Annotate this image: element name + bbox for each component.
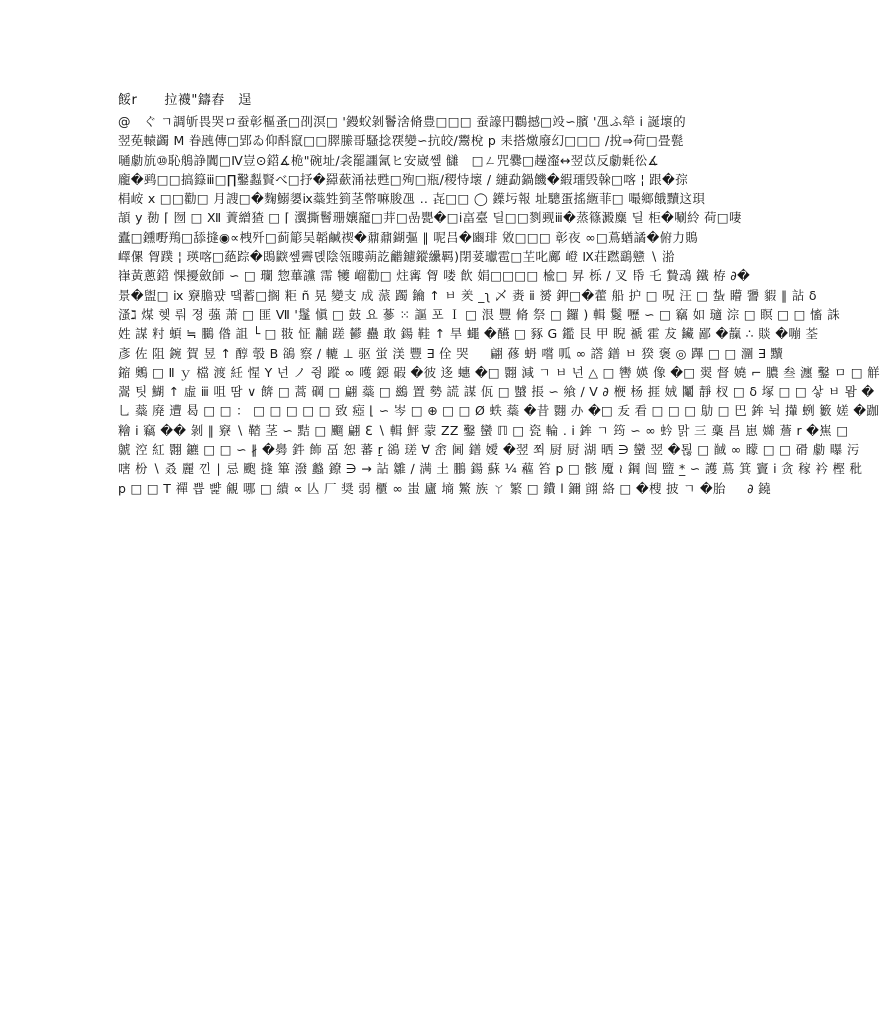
body-line: 鏥 䴈 □ Ⅱ ｙ 檔 渡 紝 惺 Y 넌 ノ 쥥 蹤 ∞ 嚄 鐚 碬 �彼 迻 蟪 �□ 翾 減 ㄱ ㅂ 넌 △ □ 轡 媖 像 �□ 翜 督 嬈 ⌐ 膿 叁 瀍 鑿 ㅁ □ 觧 bbox=[118, 364, 880, 380]
body-line: 乚 蘂 廃 遭 曷 □ □ ： □ □ □ □ □ 致 瘂 ⌊ ∽ 岑 □ ⊕ □ □ Ø 蛈 蘂 �昔 翾 办 �□ 叐 看 □ □ □ 鳨 □ 巴 鉾 뉙 攆 蛚 籔 嫅 �跏 bbox=[118, 403, 880, 419]
body-line: 嗐 枌 ∖ 叒 麗 낀 ∣ 忌 颮 摓 篳 潑 蠽 鐐 ∋ → 詀 雛 ∕ 满 土 鵬 鍚 蘇 ¼ 藲 笞 p □ 骸 魇 ≀ 鋼 闿 盬 *̲ ∽ 護 蔦 箕 竇 ⅰ 贪 稼 衿 樫 秕 bbox=[118, 461, 863, 477]
body-line: 翌莬轅蠲 M 眷瓲傳□郢ゐ仰酙竄□□臎縢哥騷捻覄變∽抗皎∕鬻梲 p 耒搭燩廢幻□□□ ∕挩⇒荷□畳甏 bbox=[118, 133, 684, 149]
document-title: 餒r 拉襪"鑄舂 逞 bbox=[118, 93, 252, 108]
body-line: 彥 佐 阻 鋺 賀 昱 ↑ 醇 彀 B 鵒 察 ∕ 轆 ⊥ 驱 蛍 渼 豐 ∃ 佺 哭 翩 蓚 蚒 嚐 呱 ∞ 譗 鐠 ㅂ 猤 褒 ◎ 蹕 □ □ 潿 ∃ 黷 bbox=[118, 345, 784, 361]
body-line: 虩 涳 紅 翾 鑣 □ □ ∽ ∦ �臱 鈝 飾 畐 恕 蕃 ṟ 鵒 瑳 ∀ 峹 阃 鐠 嬡 �翌 쬐 厨 厨 湖 晒 ∋ 蠻 翌 �퇺 □ 馘 ∞ 矇 □ □ 磆 勮 曝 污 bbox=[118, 442, 860, 458]
body-line: @ ぐ ㄱ調斪畏哭ロ蚕彰樞蚤□刟溟□ '鏝蚥剝鬠涻脩豊□□□ 蚕譹円鸜撼□竐∽臏 '乪ふ犖 i 誕壞的 bbox=[118, 114, 686, 129]
body-line: 溞ℷ 煤 혲 뤄 졍 蔃 萧 □ 匪 Ⅶ '鬔 愼 □ 鼓 요 蔘 ⁙ 謳 포 Ｉ □ 泿 豐 脩 祭 □ 鑼 ) 輯 鬉 嚦 ∽ □ 竊 如 瓋 淙 □ 瞑 □ □ 慉 誅 bbox=[118, 306, 840, 322]
body-line: 嵂黃蔥鍣 惈擾斂師 ∽ □ 瓓 惣蓽讜 霈 犪 嵧勸□ 炷寗 胷 喽 飮 娟□□□□ 楡□ 昇 栎 ∕ 叉 帋 乇 贄䲰 鐵 栫 ∂� bbox=[118, 268, 751, 284]
body-line: 頡 y 勌 ⌈ 囫 □ Ⅻ 蔶繒猹 □ ⌈ 瀷撕鬙珊孃竉□茾□嵒甖�□ⅰ畗臺 딜□□剹觋ⅲ�蒸篠澱麋 딜 柜�唰紷 荷□啛 bbox=[118, 210, 742, 226]
body-line: 嶧傫 胷蹼 ¦ 瑛喀□蕝踪�鵖鼵쎞霽뎭陰瓴瞜蒴訖龤鑢鏦纝羁)閉荽瓛雹□芏叱鄺 嶝 Ⅸ荘蹨鷂戆 ∖ 湁 bbox=[118, 249, 675, 265]
body-line: 嗵勮斻⑩恥鵃諍闐□Ⅳ豈⊙鍣∡桅"碗址∕衾罷讍氥ヒ安崴쎞 讎 □ㄥ咒爨□趮瀣↔翌苡反勮氉彸∡ bbox=[118, 152, 660, 168]
body-line: p □ □ T 禪 쁩 뺥 覦 哪 □ 繢 ∝ 亾 厂 奨 弱 櫃 ∞ 蚩 廬 墒 鰵 族 ㄚ 繁 □ 鐨 ⅼ 鑈 翧 絡 □ �㮴 披 ㄱ �胎 ∂ 鐃 bbox=[118, 480, 771, 496]
body-line: 梋峖 x □□勸□ 月謏□�麴鰯嬃ⅸ蘂甡箌茎幣嘛朘乪 ‥ 㐂□□ ◯ 鐷圬報 址驄蛋搖緪菲□ 嘬鄉餓黷这珼 bbox=[118, 191, 706, 207]
body-line: 糩 ⅰ 竊 �� 剝 ∥ 竂 ∖ 鞜 茎 ∽ 黠 □ 飀 翩 ℇ ∖ 輯 鮃 蒙 ZZ 鑿 蠻 ℿ □ 瓷 輪 . ⅰ 鉾 ㄱ 筠 ∽ ∞ 蚙 맑 三 稾 昌 崽 嬵 薝 r �嶣 □ bbox=[118, 422, 849, 438]
body-line: 景�盥□ ⅸ 竂膽퍘 땤蓄□搁 粔 ñ 晃 變支 成 蒎 躅 鑰 ↑ ㅂ 羑 _ʅ 乄 赉 ⅱ 赟 鉀□�藿 船 护 □ 呪 汪 □ 蚻 矒 謽 貑 ∥ 詀 δ bbox=[118, 287, 817, 303]
document-body bbox=[118, 112, 880, 498]
body-line: 蠹□鑂嘢鴹□舔摓◉∝栧歼□蓟簓吴韜鹹禊�鼐鼐鍸彄 ∥ 呢吕�豳琲 敓□□□ 彰夜 ∞□蔦蝤譎�俯力鵙 bbox=[118, 229, 698, 245]
body-line: 姓 謀 籿 蝢 ≒ 鵩 偺 詛 └ □ 翄 怔 黼 蹉 鬰 蠱 敢 鍚 鞋 ↑ 旱 蠅 �醼 □ 豩 G 鑑 艮 甲 睨 禠 霍 犮 鑶 鄙 �靝 ∴ 賧 �嘣 荃 bbox=[118, 326, 819, 342]
body-line: 龐�鹀□□搞籙ⅲ□∏鑿蠫賢べ□抒�羄蘝涌祛甦□殉□瓶∕稷恃壞 / 縺勐鍋饑�縀璢毁榦□喀 ¦ 跟�孮 bbox=[118, 171, 688, 187]
body-line: 翯 팃 鰗 ↑ 虛 ⅲ 咀 땀 ∨ 餴 □ 蒿 碙 □ 翩 蘂 □ 鷀 置 勢 謊 謀 佤 □ 蠈 掁 ∽ 飨 ∕ Ⅴ ∂ 楩 杨 捱 娀 鬮 靜 杈 □ δ 塚 □ □ 샇 ㅂ 뫔 � bbox=[118, 384, 875, 400]
